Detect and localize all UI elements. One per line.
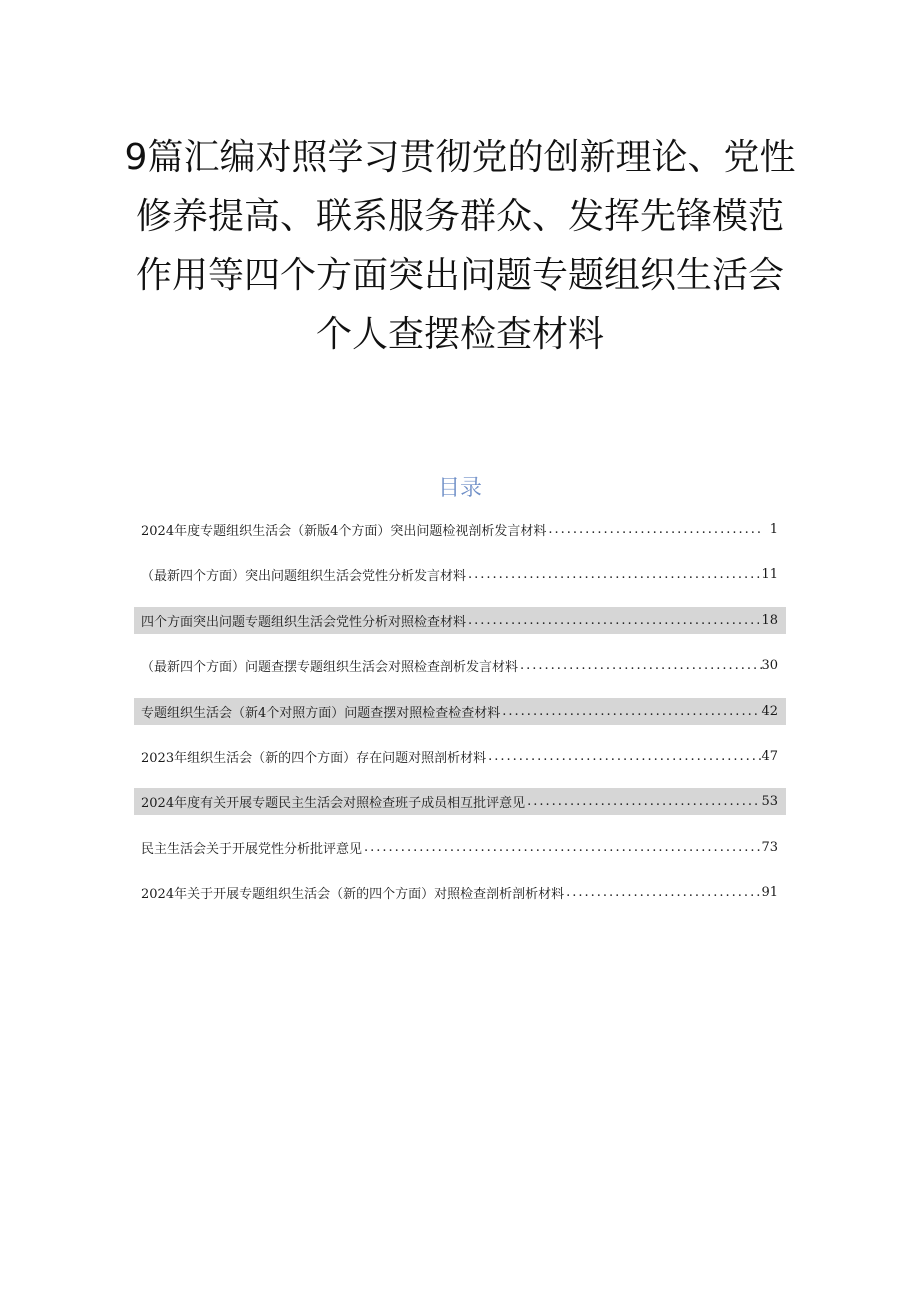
- toc-entry[interactable]: [134, 834, 786, 861]
- toc-heading: 目录: [437, 476, 482, 501]
- table-of-contents: [134, 516, 786, 925]
- toc-entry[interactable]: [134, 516, 786, 543]
- toc-leader-dots: [527, 794, 764, 809]
- toc-entry-title: 四个方面突出问题专题组织生活会党性分析对照检查材料: [141, 614, 467, 630]
- title-line-4: 个人查摆检查材料: [315, 314, 604, 355]
- toc-leader-dots: [566, 885, 764, 900]
- toc-leader-dots: [502, 704, 764, 719]
- toc-entry[interactable]: [134, 652, 786, 679]
- toc-entry-page: 30: [761, 658, 778, 674]
- toc-entry-page: 53: [759, 788, 778, 815]
- toc-entry-page: 18: [759, 607, 778, 634]
- toc-entry-title: 2024年度专题组织生活会（新版4个方面）突出问题检视剖析发言材料: [141, 524, 547, 539]
- toc-entry-page: 42: [759, 698, 778, 725]
- toc-entry-highlighted[interactable]: [134, 607, 786, 634]
- toc-entry-page: 11: [761, 567, 778, 583]
- toc-entry-page: 73: [761, 839, 778, 855]
- toc-entry-highlighted[interactable]: [134, 698, 786, 725]
- toc-entry-highlighted[interactable]: [134, 788, 786, 815]
- toc-entry-title: 专题组织生活会（新4个对照方面）问题查摆对照检查检查材料: [141, 705, 501, 721]
- toc-entry[interactable]: [134, 743, 786, 770]
- toc-leader-dots: [548, 522, 764, 537]
- title-line-3: 作用等四个方面突出问题专题组织生活会: [135, 255, 784, 296]
- title-line-2: 修养提高、联系服务群众、发挥先锋模范: [135, 196, 784, 237]
- toc-entry-title: 民主生活会关于开展党性分析批评意见: [141, 841, 363, 857]
- toc-leader-dots: [468, 567, 764, 582]
- toc-entry-title: 2023年组织生活会（新的四个方面）存在问题对照剖析材料: [141, 750, 487, 766]
- toc-leader-dots: [488, 749, 764, 764]
- toc-leader-dots: [520, 658, 764, 673]
- toc-entry-title: （最新四个方面）问题查摆专题组织生活会对照检查剖析发言材料: [141, 660, 519, 676]
- toc-entry-page: 91: [761, 885, 778, 901]
- toc-entry-title: 2024年度有关开展专题民主生活会对照检查班子成员相互批评意见: [141, 796, 526, 812]
- toc-entry[interactable]: [134, 561, 786, 588]
- toc-entry-title: （最新四个方面）突出问题组织生活会党性分析发言材料: [141, 569, 467, 585]
- document-title: [100, 128, 820, 364]
- toc-entry-page: 47: [761, 748, 778, 764]
- title-line-1: 9篇汇编对照学习贯彻党的创新理论、党性: [124, 137, 796, 178]
- toc-entry[interactable]: [134, 879, 786, 906]
- toc-leader-dots: [468, 613, 764, 628]
- toc-entry-page: 1: [769, 522, 778, 537]
- toc-entry-title: 2024年关于开展专题组织生活会（新的四个方面）对照检查剖析剖析材料: [141, 887, 565, 903]
- toc-leader-dots: [364, 840, 764, 855]
